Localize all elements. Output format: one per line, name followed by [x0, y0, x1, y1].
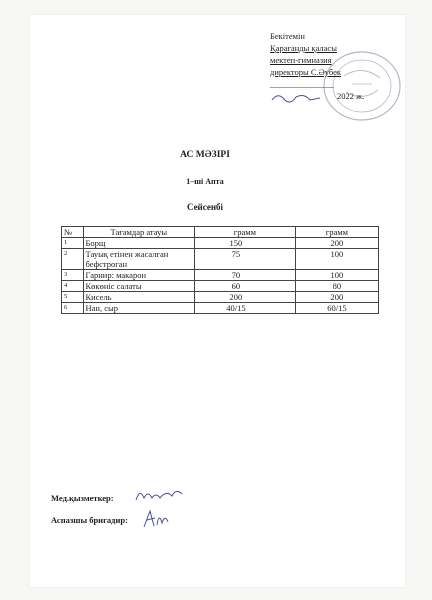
table-row [62, 238, 379, 249]
approval-line: Қарағанды қаласы [270, 43, 337, 53]
approval-line: мектеп-гимназия [270, 55, 332, 65]
row-number: 5 [62, 292, 84, 303]
gram-large: 80 [295, 281, 378, 292]
approval-block [270, 30, 385, 103]
dish-name: Кисель [83, 292, 195, 303]
header-gram-large: грамм [295, 227, 378, 238]
dish-name: Нан, сыр [83, 303, 195, 314]
header-gram-small: грамм [195, 227, 296, 238]
menu-title: АС МӘЗІРІ [180, 150, 230, 160]
menu-table [61, 226, 379, 314]
dish-name: Тауық етінен жасалған бефстроган [83, 249, 195, 270]
row-number: 3 [62, 270, 84, 281]
approval-line: Бекітемін [270, 31, 305, 41]
table-row [62, 292, 379, 303]
gram-large: 200 [295, 238, 378, 249]
approval-date-row [270, 90, 385, 103]
approval-line: директоры С.Әубек [270, 67, 342, 77]
gram-small: 200 [195, 292, 296, 303]
gram-large: 200 [295, 292, 378, 303]
cook-label: Аспазшы бригадир: [51, 515, 128, 525]
approval-date: 2022 ж. [337, 91, 365, 101]
gram-small: 75 [195, 249, 296, 270]
header-number: № [62, 227, 84, 238]
row-number: 6 [62, 303, 84, 314]
medic-signature [134, 484, 184, 506]
table-row [62, 303, 379, 314]
gram-large: 60/15 [295, 303, 378, 314]
week-label: 1–ші Апта [186, 177, 224, 186]
day-label: Сейсенбі [186, 202, 224, 212]
medic-label: Мед.қызметкер: [51, 493, 114, 503]
table-row [62, 249, 379, 270]
approval-underline: _______________ [270, 79, 334, 89]
table-row [62, 270, 379, 281]
cook-signature [141, 508, 171, 530]
dish-name: Гарнир: макарон [83, 270, 195, 281]
table-row [62, 281, 379, 292]
gram-large: 100 [295, 270, 378, 281]
dish-name: Борщ [83, 238, 195, 249]
row-number: 4 [62, 281, 84, 292]
gram-small: 70 [195, 270, 296, 281]
dish-name: Көкөніс салаты [83, 281, 195, 292]
header-dish-name: Тағамдар атауы [83, 227, 195, 238]
table-header-row [62, 227, 379, 238]
row-number: 2 [62, 249, 84, 270]
gram-large: 100 [295, 249, 378, 270]
director-signature [270, 91, 330, 103]
gram-small: 60 [195, 281, 296, 292]
gram-small: 150 [195, 238, 296, 249]
gram-small: 40/15 [195, 303, 296, 314]
row-number: 1 [62, 238, 84, 249]
